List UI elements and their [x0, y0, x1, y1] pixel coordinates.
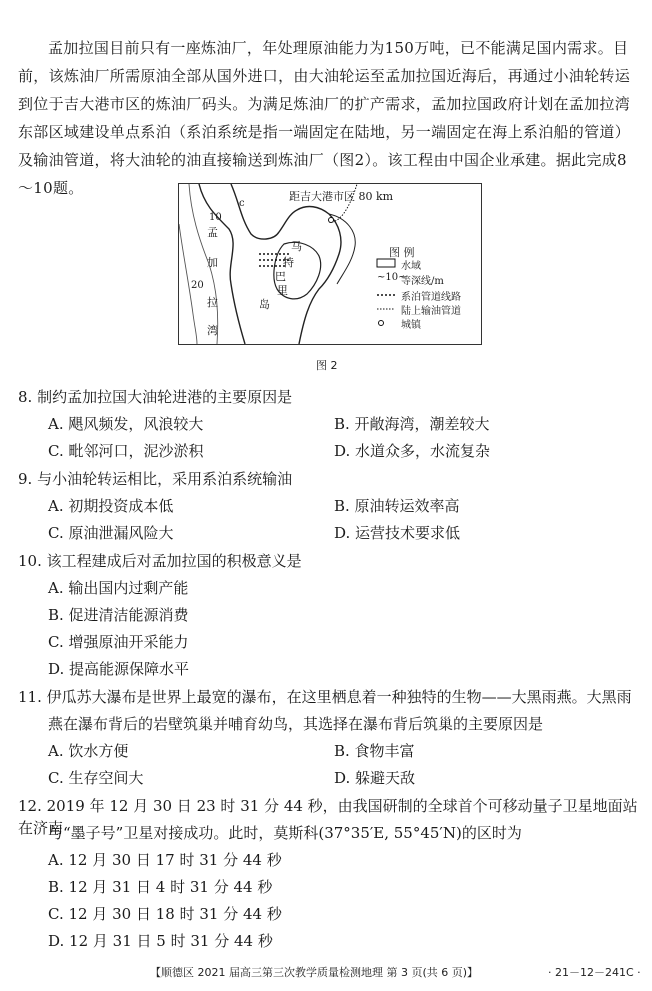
- q9-option-d: D. 运营技术要求低: [334, 524, 461, 542]
- q9-option-c: C. 原油泄漏风险大: [48, 524, 174, 542]
- island-char-2: 特: [283, 256, 294, 269]
- question-11-stem-line-2: 燕在瀑布背后的岩壁筑巢并哺育幼鸟，其选择在瀑布背后筑巢的主要原因是: [48, 715, 544, 733]
- isobath-20-label: 20: [191, 280, 204, 291]
- legend-city: 城镇: [401, 320, 421, 331]
- q8-option-c: C. 毗邻河口，泥沙淤积: [48, 442, 204, 460]
- q11-option-d: D. 躲避天敌: [334, 769, 416, 787]
- q8-option-b: B. 开敞海湾，潮差较大: [334, 415, 490, 433]
- q12-option-b: B. 12 月 31 日 4 时 31 分 44 秒: [48, 878, 273, 896]
- q12-option-a: A. 12 月 30 日 17 时 31 分 44 秒: [48, 851, 282, 869]
- island-char-3: 巴: [275, 270, 286, 283]
- legend-mooring: 系泊管道线路: [401, 292, 461, 303]
- legend-water: 水域: [401, 261, 421, 272]
- intro-passage: [18, 34, 632, 202]
- bay-char-3: 拉: [207, 296, 218, 309]
- legend-land-pipe: 陆上输油管道: [401, 306, 461, 317]
- question-10-stem: 10. 该工程建成后对孟加拉国的积极意义是: [18, 552, 302, 570]
- q11-option-b: B. 食物丰富: [334, 742, 415, 760]
- page-footer: 【顺德区 2021 届高三第三次教学质量检测地理 第 3 页(共 6 页)】: [150, 966, 479, 979]
- q8-option-a: A. 飓风频发，风浪较大: [48, 415, 204, 433]
- city-marker: [329, 218, 334, 223]
- map-svg: [179, 184, 481, 344]
- q10-option-a: A. 输出国内过剩产能: [48, 579, 189, 597]
- q9-option-b: B. 原油转运效率高: [334, 497, 460, 515]
- isobath-10-label: 10: [209, 212, 222, 223]
- q10-option-b: B. 促进清洁能源消费: [48, 606, 189, 624]
- legend-water-symbol: [377, 259, 395, 267]
- q11-option-a: A. 饮水方便: [48, 742, 129, 760]
- q12-option-c: C. 12 月 30 日 18 时 31 分 44 秒: [48, 905, 282, 923]
- bay-char-2: 加: [207, 256, 218, 269]
- figure-caption: 图 2: [316, 359, 338, 372]
- q8-option-d: D. 水道众多，水流复杂: [334, 442, 491, 460]
- question-8-stem: 8. 制约孟加拉国大油轮进港的主要原因是: [18, 388, 293, 406]
- q10-option-c: C. 增强原油开采能力: [48, 633, 189, 651]
- intro-paragraph: 孟加拉国目前只有一座炼油厂，年处理原油能力为150万吨，已不能满足国内需求。目前，该炼油厂所需原油全部从国外进口，由大油轮运至孟加拉国近海后，再通过小油轮转运到位于吉大港市区的炼油厂码头。为满足炼油厂的扩产需求，孟加拉国政府计划在孟加拉湾东部区域建设单点系泊（系泊系统是指一端固定在陆地，另一端固定在海上系泊船的管道）及输油管道，将大油轮的油直接输送到炼油厂（图2）。该工程由中国企业承建。据此完成8～10题。: [18, 39, 631, 197]
- figure-map: [178, 183, 482, 345]
- question-11-stem-line-1: 11. 伊瓜苏大瀑布是世界上最宽的瀑布，在这里栖息着一种独特的生物——大黑雨燕。大黑雨: [18, 688, 632, 706]
- page-code: · 21－12－241C ·: [548, 966, 641, 979]
- bay-char-4: 湾: [207, 324, 218, 337]
- island-char-1: 马: [291, 240, 302, 253]
- distance-label: 距吉大港市区 80 km: [289, 190, 394, 203]
- bay-char-1: 孟: [207, 226, 218, 239]
- legend-title: 图 例: [389, 246, 415, 259]
- question-12-stem-line-1: 12. 2019 年 12 月 30 日 23 时 31 分 44 秒，由我国研制的全球首个可移动量子卫星地面站在济南: [18, 797, 638, 837]
- legend-isobath: 等深线/m: [401, 276, 444, 287]
- island-char-4: 里: [277, 284, 288, 297]
- river-channel: [329, 214, 355, 284]
- q12-option-d: D. 12 月 31 日 5 时 31 分 44 秒: [48, 932, 273, 950]
- question-12-stem-line-2: 与“墨子号”卫星对接成功。此时，莫斯科(37°35′E, 55°45′N)的区时为: [48, 824, 522, 842]
- island-char-5: 岛: [259, 298, 270, 311]
- q9-option-a: A. 初期投资成本低: [48, 497, 174, 515]
- question-9-stem: 9. 与小油轮转运相比，采用系泊系统输油: [18, 470, 293, 488]
- q10-option-d: D. 提高能源保障水平: [48, 660, 190, 678]
- q11-option-c: C. 生存空间大: [48, 769, 144, 787]
- legend-city-symbol: [379, 321, 384, 326]
- c-label: c: [239, 198, 245, 209]
- legend-isobath-symbol: ~10~: [377, 272, 407, 283]
